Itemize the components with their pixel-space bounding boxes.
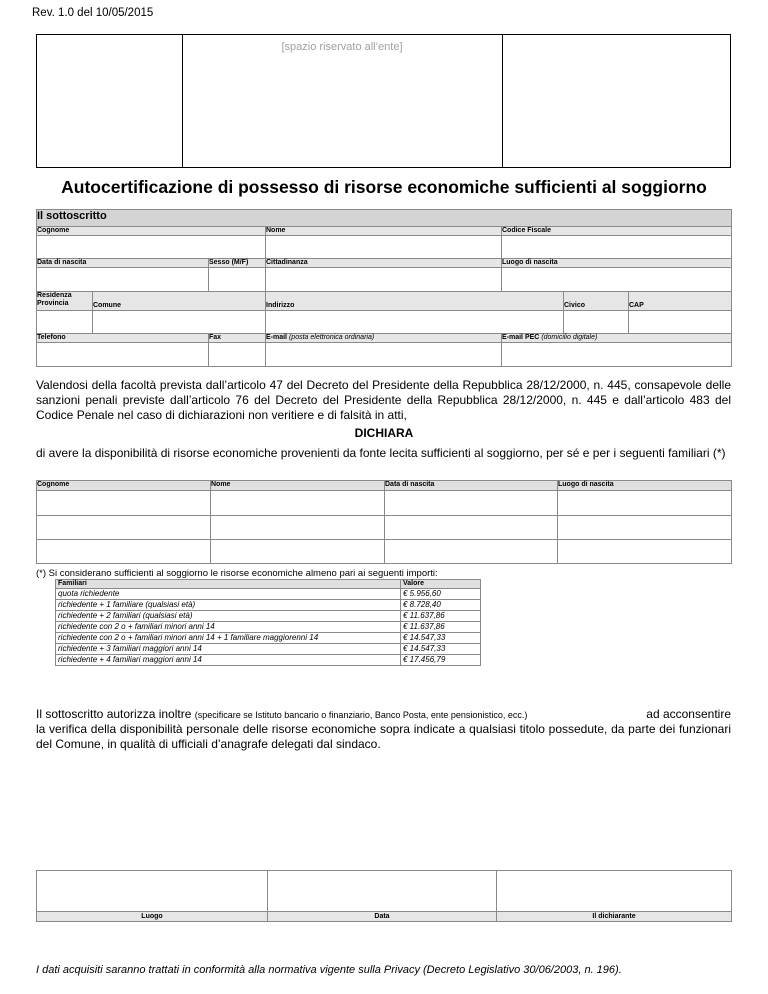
pec-label: E-mail PEC (domicilio digitale): [502, 334, 732, 343]
data-nascita-field[interactable]: [37, 268, 209, 292]
privacy-note: I dati acquisiti saranno trattati in conformità alla normativa vigente sulla Privacy (Decreto Legislativo 30/06/2003, n. 196).: [36, 964, 622, 976]
civico-label: Civico: [564, 292, 629, 311]
nota-importi: (*) Si considerano sufficienti al soggiorno le risorse economiche almeno pari ai seguenti importi:: [36, 568, 438, 579]
sottoscritto-table: [36, 209, 732, 367]
pec-field[interactable]: [502, 343, 732, 367]
fax-field[interactable]: [209, 343, 266, 367]
autorizza-note: (specificare se Istituto bancario o finanziario, Banco Posta, ente pensionistico, ecc.): [194, 710, 528, 720]
familiare-1-cognome[interactable]: [37, 491, 211, 516]
telefono-label: Telefono: [37, 334, 209, 343]
familiare-2-luogo[interactable]: [558, 516, 732, 540]
autorizza-first-line: [36, 707, 731, 723]
familiare-1-nome[interactable]: [211, 491, 385, 516]
autorizza-end: ad acconsentire: [646, 707, 731, 721]
familiari-col-nome: Nome: [211, 481, 385, 491]
indirizzo-field[interactable]: [266, 311, 564, 334]
firma-field[interactable]: [497, 871, 732, 912]
familiare-2-data[interactable]: [385, 516, 558, 540]
table-row: richiedente + 4 familiari maggiori anni 14 € 17.456,79: [56, 655, 481, 666]
page-title: Autocertificazione di possesso di risorse economiche sufficienti al soggiorno: [61, 177, 707, 197]
data-field[interactable]: [268, 871, 497, 912]
table-row: richiedente + 1 familiare (qualsiasi età) € 8.728,40: [56, 600, 481, 611]
sesso-label: Sesso (M/F): [209, 259, 266, 268]
comune-field[interactable]: [93, 311, 266, 334]
cittadinanza-label: Cittadinanza: [266, 259, 502, 268]
fax-label: Fax: [209, 334, 266, 343]
table-row: richiedente + 2 familiari (qualsiasi età) € 11.637,86: [56, 611, 481, 622]
luogo-nascita-label: Luogo di nascita: [502, 259, 732, 268]
codice-fiscale-label: Codice Fiscale: [502, 227, 732, 236]
provincia-label: Provincia: [37, 300, 69, 307]
luogo-field[interactable]: [37, 871, 268, 912]
autorizza-rest: la verifica della disponibilità personale delle risorse economiche sopra indicate a qualsiasi titolo possedute, da parte dei funzionari del Comune, in qualità di ufficiali d’anagrafe delegati dal sindaco.: [36, 722, 731, 751]
sottoscritto-header: Il sottoscritto: [37, 210, 732, 227]
luogo-label: Luogo: [37, 912, 268, 922]
familiare-3-data[interactable]: [385, 540, 558, 564]
codice-fiscale-field[interactable]: [502, 236, 732, 259]
dichiarazione-text: di avere la disponibilità di risorse economiche provenienti da fonte lecita sufficienti al soggiorno, per sé e per i seguenti familiari (*): [36, 446, 726, 460]
table-row: richiedente + 3 familiari maggiori anni 14 € 14.547,33: [56, 644, 481, 655]
email-label: E-mail (posta elettronica ordinaria): [266, 334, 502, 343]
familiare-3-cognome[interactable]: [37, 540, 211, 564]
familiari-col-luogo: Luogo di nascita: [558, 481, 732, 491]
cap-field[interactable]: [629, 311, 732, 334]
reserved-box: [36, 34, 731, 168]
autorizza-start: Il sottoscritto autorizza inoltre: [36, 707, 192, 721]
cognome-field[interactable]: [37, 236, 266, 259]
familiare-3-nome[interactable]: [211, 540, 385, 564]
familiare-2-nome[interactable]: [211, 516, 385, 540]
cognome-label: Cognome: [37, 227, 266, 236]
dichiara-heading: DICHIARA: [354, 426, 414, 440]
cap-label: CAP: [629, 292, 732, 311]
familiari-col-data: Data di nascita: [385, 481, 558, 491]
telefono-field[interactable]: [37, 343, 209, 367]
familiare-1-luogo[interactable]: [558, 491, 732, 516]
importi-table: [55, 579, 481, 666]
importi-col-valore: Valore: [401, 580, 481, 589]
table-row: richiedente con 2 o + familiari minori anni 14 + 1 familiare maggiorenni 14 € 14.547,33: [56, 633, 481, 644]
provincia-field[interactable]: [37, 311, 93, 334]
email-field[interactable]: [266, 343, 502, 367]
reserved-space-label: [spazio riservato all’ente]: [281, 41, 403, 53]
residenza-provincia-label: [37, 292, 93, 311]
data-label: Data: [268, 912, 497, 922]
luogo-nascita-field[interactable]: [502, 268, 732, 292]
revision-label: Rev. 1.0 del 10/05/2015: [32, 7, 154, 19]
data-nascita-label: Data di nascita: [37, 259, 209, 268]
indirizzo-label: Indirizzo: [266, 292, 564, 311]
familiare-3-luogo[interactable]: [558, 540, 732, 564]
familiari-table: [36, 480, 732, 564]
importi-col-familiari: Familiari: [56, 580, 401, 589]
firma-table: [36, 870, 732, 922]
table-row: quota richiedente € 5.956,60: [56, 589, 481, 600]
residenza-label: Residenza: [37, 292, 72, 299]
premessa-text: Valendosi della facoltà prevista dall’articolo 47 del Decreto del Presidente della Repubblica 28/12/2000, n. 445, consapevole delle sanzioni penali previste dall’articolo 76 del Decreto del Presidente della Repubblica 28/12/2000, n. 445 e dall’articolo 483 del Codice Penale nel caso di dichiarazioni non veritiere e di falsità in atti,: [36, 378, 731, 422]
comune-label: Comune: [93, 292, 266, 311]
cittadinanza-field[interactable]: [266, 268, 502, 292]
nome-label: Nome: [266, 227, 502, 236]
familiare-1-data[interactable]: [385, 491, 558, 516]
table-row: richiedente con 2 o + familiari minori anni 14 € 11.637,86: [56, 622, 481, 633]
familiare-2-cognome[interactable]: [37, 516, 211, 540]
sesso-field[interactable]: [209, 268, 266, 292]
dichiarante-label: Il dichiarante: [497, 912, 732, 922]
nome-field[interactable]: [266, 236, 502, 259]
civico-field[interactable]: [564, 311, 629, 334]
familiari-col-cognome: Cognome: [37, 481, 211, 491]
